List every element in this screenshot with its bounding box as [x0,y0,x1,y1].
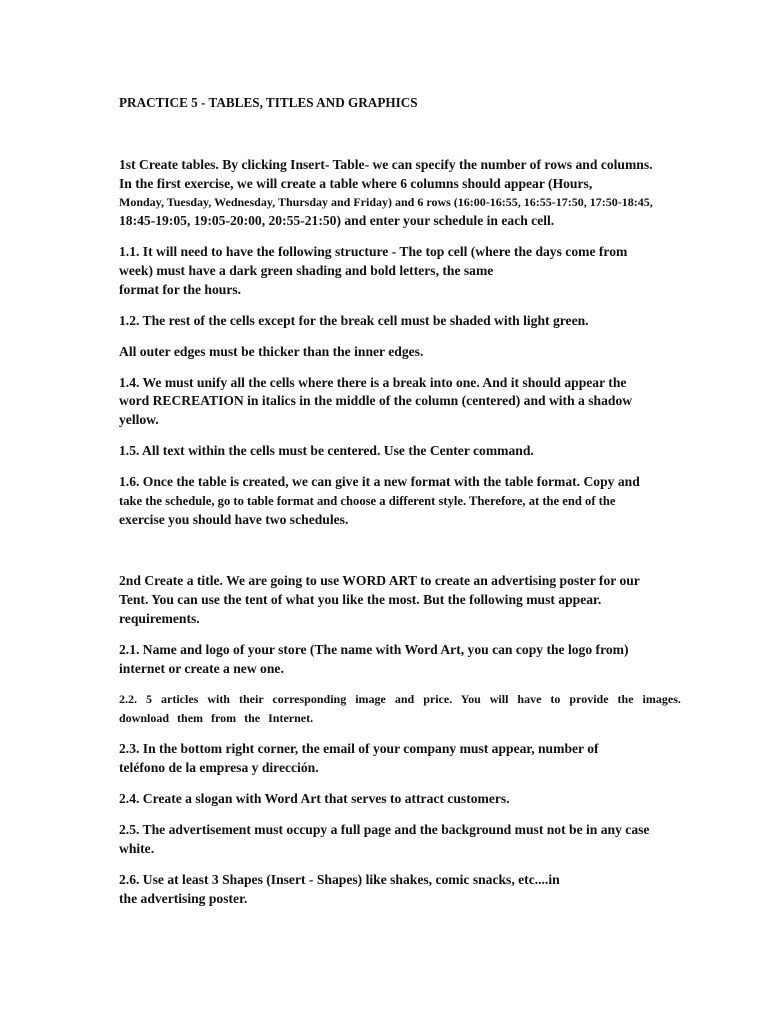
paragraph-1-1-line-2: week) must have a dark green shading and bold letters, the same [119,263,494,278]
paragraph-2-1-line-1: 2.1. Name and logo of your store (The name with Word Art, you can copy the logo from) [119,642,629,657]
paragraph-1-4-line-1: 1.4. We must unify all the cells where there is a break into one. And it should appear the [119,375,627,390]
paragraph-2-2-line-2: download them from the Internet. [119,711,314,725]
paragraph-2-2-line-1: 2.2. 5 articles with their corresponding image and price. You will have to provide the images. [119,692,681,706]
section2-intro-line-2: Tent. You can use the tent of what you like the most. But the following must appear. [119,592,602,607]
section2-intro-line-3: requirements. [119,611,200,626]
paragraph-1-6-line-2: take the schedule, go to table format and choose a different style. Therefore, at the end of the [119,494,616,508]
paragraph-2-5-line-1: 2.5. The advertisement must occupy a full page and the background must not be in any case [119,822,650,837]
section2-intro-line-1: 2nd Create a title. We are going to use WORD ART to create an advertising poster for our [119,573,640,588]
paragraph-2-4: 2.4. Create a slogan with Word Art that serves to attract customers. [119,791,510,806]
paragraph-2-6-line-2: the advertising poster. [119,891,248,906]
paragraph-1-2: 1.2. The rest of the cells except for the break cell must be shaded with light green. [119,313,589,328]
paragraph-1-5: 1.5. All text within the cells must be centered. Use the Center command. [119,443,534,458]
paragraph-1-6-line-1: 1.6. Once the table is created, we can give it a new format with the table format. Copy and [119,474,640,489]
section1-intro-line-4: 18:45-19:05, 19:05-20:00, 20:55-21:50) and enter your schedule in each cell. [119,213,555,228]
page-title: PRACTICE 5 - TABLES, TITLES AND GRAPHICS [119,95,418,110]
section1-intro-line-2: In the first exercise, we will create a table where 6 columns should appear (Hours, [119,176,593,191]
paragraph-1-4-line-3: yellow. [119,412,159,427]
section1-intro-line-3: Monday, Tuesday, Wednesday, Thursday and Friday) and 6 rows (16:00-16:55, 16:55-17:50, 17:50-18:45, [119,195,653,209]
section1-intro-line-1: 1st Create tables. By clicking Insert- Table- we can specify the number of rows and columns. [119,157,653,172]
paragraph-1-4-line-2: word RECREATION in italics in the middle of the column (centered) and with a shadow [119,393,633,408]
paragraph-outer-edges: All outer edges must be thicker than the inner edges. [119,344,424,359]
paragraph-2-1-line-2: internet or create a new one. [119,661,284,676]
paragraph-1-6-line-3: exercise you should have two schedules. [119,512,349,527]
paragraph-2-3-line-1: 2.3. In the bottom right corner, the email of your company must appear, number of [119,741,599,756]
paragraph-2-3-line-2: teléfono de la empresa y dirección. [119,760,319,775]
paragraph-1-1-line-1: 1.1. It will need to have the following structure - The top cell (where the days come from [119,244,628,259]
paragraph-1-1-line-3: format for the hours. [119,282,242,297]
paragraph-2-6-line-1: 2.6. Use at least 3 Shapes (Insert - Shapes) like shakes, comic snacks, etc....in [119,872,560,887]
paragraph-2-5-line-2: white. [119,841,155,856]
